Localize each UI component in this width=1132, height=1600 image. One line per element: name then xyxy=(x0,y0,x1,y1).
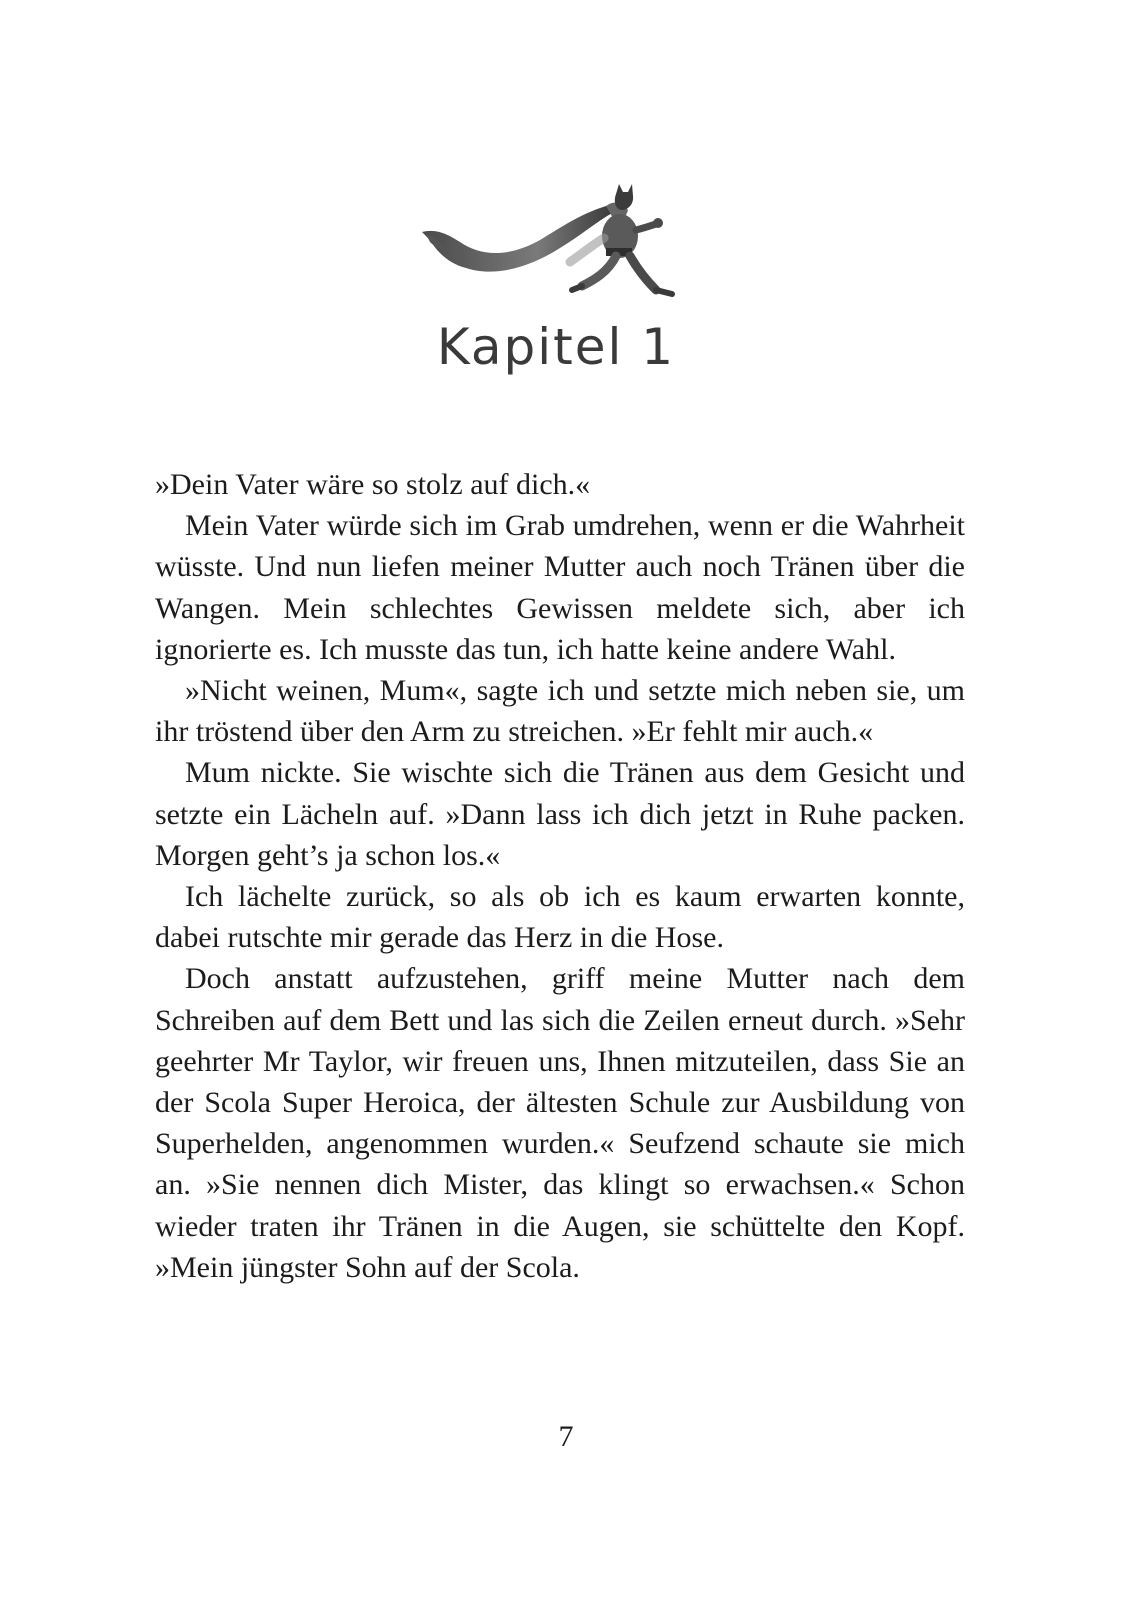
chapter-body-text xyxy=(155,464,965,1288)
paragraph: »Dein Vater wäre so stolz auf dich.« xyxy=(155,468,591,501)
flying-superhero-cape-icon xyxy=(420,180,690,310)
flying-superhero-illustration xyxy=(420,180,690,310)
page-number: 7 xyxy=(558,1420,574,1453)
paragraph: Mum nickte. Sie wischte sich die Tränen aus dem Gesicht und setzte ein Lächeln auf. »Dann lass ich dich jetzt in Ruhe packen. Morgen geht’s ja schon los.« xyxy=(155,756,965,872)
paragraph: Ich lächelte zurück, so als ob ich es kaum erwarten konnte, dabei rutschte mir gerade das Herz in die Hose. xyxy=(155,880,965,955)
paragraph: »Nicht weinen, Mum«, sagte ich und setzte mich neben sie, um ihr tröstend über den Arm zu streichen. »Er fehlt mir auch.« xyxy=(155,674,965,749)
paragraph: Mein Vater würde sich im Grab umdrehen, wenn er die Wahrheit wüsste. Und nun liefen meiner Mutter auch noch Tränen über die Wangen. Mein schlechtes Gewissen meldete sich, aber ich ignorierte es. Ich musste das tun, ich hatte keine andere Wahl. xyxy=(155,509,965,666)
paragraph: Doch anstatt aufzustehen, griff meine Mutter nach dem Schreiben auf dem Bett und las sich die Zeilen erneut durch. »Sehr geehrter Mr Taylor, wir freuen uns, Ihnen mitzuteilen, dass Sie an der Scola Super Heroica, der ältesten Schule zur Ausbildung von Superhelden, angenommen wurden.« Seufzend schaute sie mich an. »Sie nennen dich Mister, das klingt so erwachsen.« Schon wieder traten ihr Tränen in die Augen, sie schüttelte den Kopf. »Mein jüngster Sohn auf der Scola. xyxy=(155,962,965,1284)
chapter-title: Kapitel 1 xyxy=(436,318,676,376)
